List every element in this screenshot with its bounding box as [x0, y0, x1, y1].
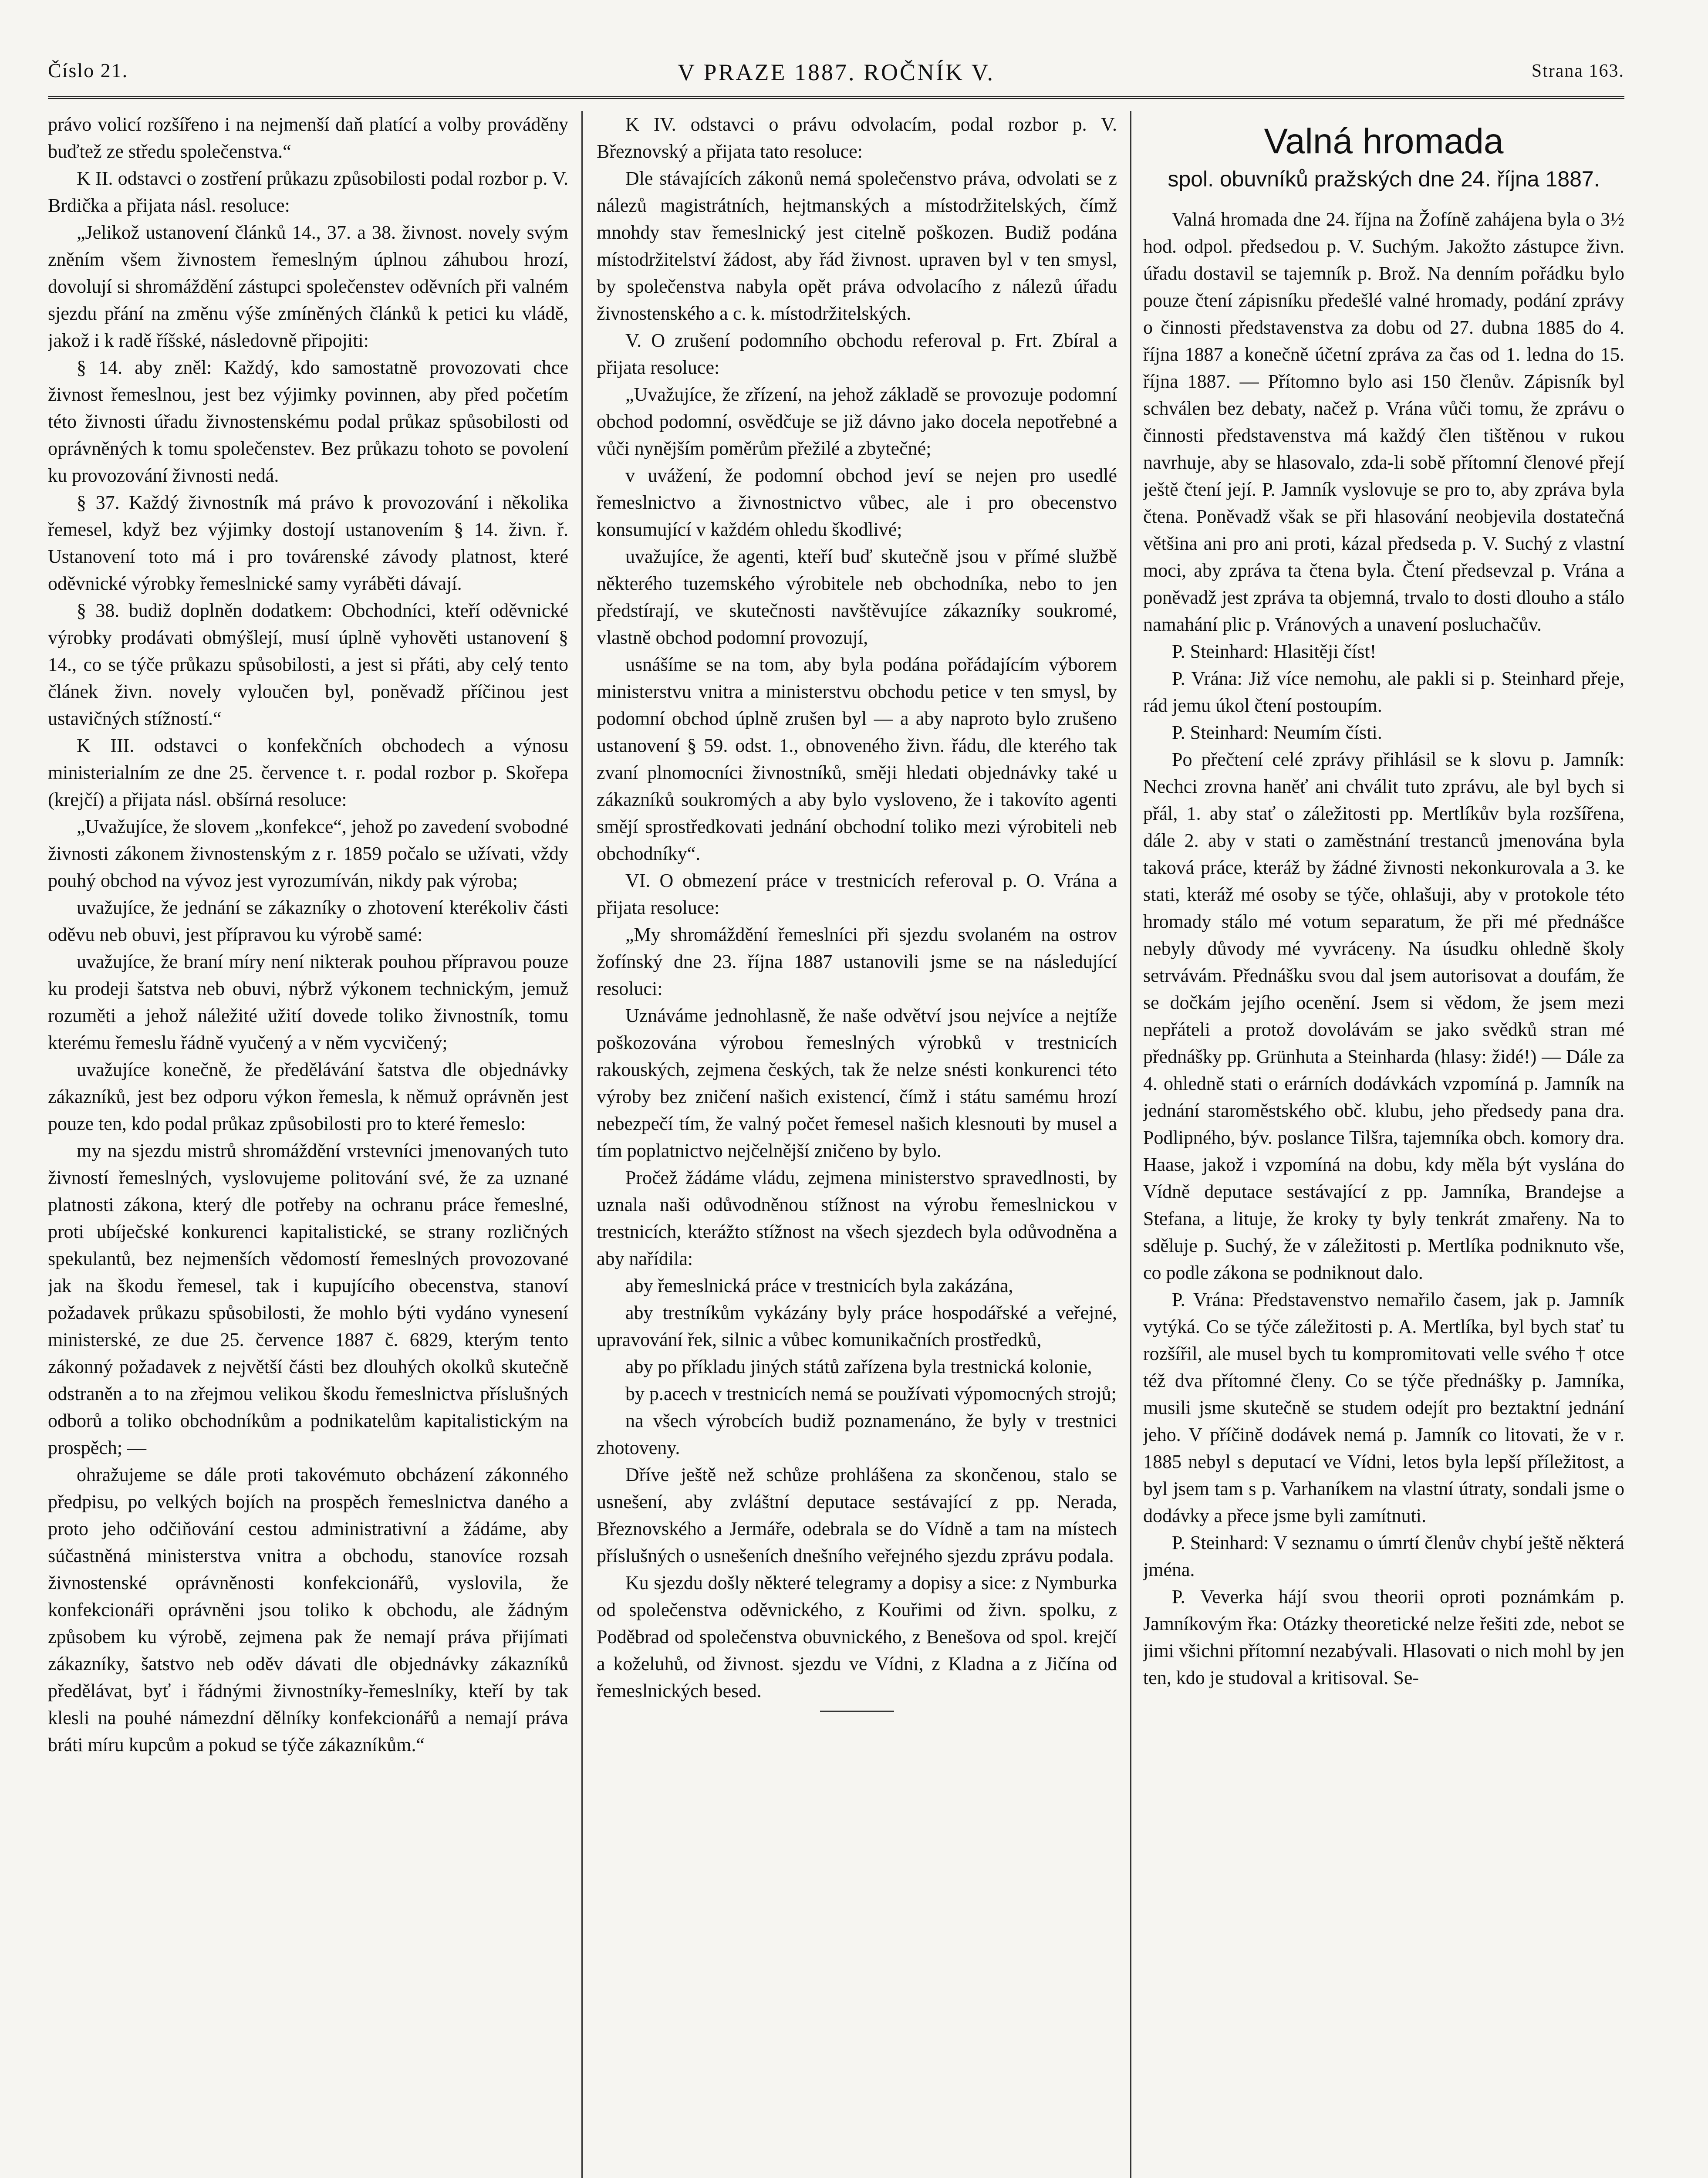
paragraph: na všech výrobcích budiž poznamenáno, že byly v trestnici zhotoveny. — [597, 1410, 1117, 1458]
section-end-rule — [820, 1711, 894, 1712]
paragraph: K IV. odstavci o právu odvolacím, podal rozbor p. V. Březnovský a přijata tato resoluce: — [597, 114, 1117, 162]
paragraph: P. Steinhard: V seznamu o úmrtí členův chybí ještě některá jména. — [1143, 1532, 1624, 1580]
paragraph: právo volicí rozšířeno i na nejmenší daň platící a volby prováděny buďtež ze středu společenstva.“ — [48, 114, 568, 162]
paragraph: aby trestníkům vykázány byly práce hospodářské a veřejné, upravování řek, silnic a vůbec komunikačních prostředků, — [597, 1302, 1117, 1350]
paragraph: K II. odstavci o zostření průkazu způsobilosti podal rozbor p. V. Brdička a přijata násl. resoluce: — [48, 168, 568, 216]
column-2 — [597, 111, 1117, 2178]
paragraph: my na sjezdu mistrů shromáždění vrstevníci jmenovaných tuto živností řemeslných, vyslovujeme politování své, že za uznané platnosti zákona, který dle potřeby na ochranu práce řemeslné, proti ubíječské konkurenci kapitalistické, se strany rozličných spekulantů, bez nejmenších vědomostí řemeslných provozované jak na škodu řemesel, tak i kupujícího obecenstva, stanoví požadavek průkazu spůsobilosti, že mohlo býti vydáno vynesení ministerské, ze due 25. července 1887 č. 6829, kterým tento zákonný požadavek z největší části bez dlouhých okolků skutečně odstraněn a to na zřejmou velikou škodu řemeslnictva příslušných odborů a toliko obchodníkům a podnikatelům kapitalistickým na prospěch; — — [48, 1140, 568, 1458]
place-year-volume: V PRAZE 1887. ROČNÍK V. — [677, 59, 995, 85]
paragraph: Dle stávajících zákonů nemá společenstvo práva, odvolati se z nálezů magistrátních, hejtmanských a místodržitelských, čímž mnohdy stav řemeslnický jest citelně poškozen. Budiž podána místodržitelství žádost, aby řád živnost. upraven byl v ten smysl, by společenstva nabyla opět práva odvolacího z nálezů úřadu živnostenského a c. k. místodržitelských. — [597, 168, 1117, 324]
paragraph: aby řemeslnická práce v trestnicích byla zakázána, — [625, 1275, 1013, 1296]
paragraph: usnášíme se na tom, aby byla podána pořádajícím výborem ministerstvu vnitra a ministerstvu obchodu petice v ten smysl, by podomní obchod úplně zrušen byl — a aby naproto bylo zrušeno ustanovení § 59. odst. 1., obnoveného živn. řádu, dle kterého tak zvaní plnomocníci živnostníků, směji hledati objednávky také u zákazníků soukromých a aby bylo vysloveno, že i takovíto agenti smějí sprostředkovati jednání obchodní toliko mezi výrobiteli neb obchodníky“. — [597, 654, 1117, 864]
paragraph: uvažujíce konečně, že předělávání šatstva dle objednávky zákazníků, jest bez odporu výkon řemesla, k němuž oprávněn jest pouze ten, kdo podal průkaz způsobilosti pro to které řemeslo: — [48, 1059, 568, 1134]
paragraph: Po přečtení celé zprávy přihlásil se k slovu p. Jamník: Nechci zrovna haněť ani chválit tuto zprávu, ale byl bych si přál, 1. aby stať o záležitosti pp. Mertlíkův byla rozšířena, dále 2. aby v stati o zaměstnání trestanců jmenována byla taková práce, kteráž by žádné živnosti nekonkurovala a 3. ke stati, kteráž mé osoby se týče, ohlašuji, aby v protokole této hromady stálo mé votum separatum, že při mé přednášce nebyly důvody mé vyvráceny. Na úsudku ohledně školy setrvávám. Přednášku svou dal jsem autorisovat a doufám, že se dočkám jejího ocenění. Jsem si vědom, že jsem mezi nepřáteli a protož dovolávám se jako svědků stran mé přednášky pp. Grünhuta a Steinharda (hlasy: židé!) — Dále za 4. ohledně stati o erárních dodávkách vzpomíná p. Jamník na jednání staroměstského obč. klubu, jeho předsedy pana dra. Podlipného, býv. poslance Tilšra, tajemníka obch. komory dra. Haase, jakož i vzpomíná na dobu, kdy měla být vyslána do Vídně deputace sestávající z pp. Jamníka, Brandejse a Stefana, a lituje, že kroky ty byly tenkrát zmařeny. Na to sděluje p. Suchý, že v záležitosti p. Mertlíka podniknuto vše, co podle zákona se podniknout dalo. — [1143, 749, 1624, 1283]
paragraph: § 14. aby zněl: Každý, kdo samostatně provozovati chce živnost řemeslnou, jest bez výjimky povinnen, aby před početím této živnosti úřadu živnostenskému podal průkaz spůsobilosti od oprávněných k tomu společenstev. Bez průkazu tohoto se povolení ku provozování živnosti nedá. — [48, 357, 568, 486]
column-3 — [1143, 111, 1624, 2178]
paragraph: K III. odstavci o konfekčních obchodech a výnosu ministerialním ze dne 25. července t. r. podal rozbor p. Skořepa (krejčí) a přijata násl. obšírná resoluce: — [48, 735, 568, 810]
column-divider — [581, 111, 583, 2178]
paragraph: P. Steinhard: Hlasitěji číst! — [1172, 641, 1377, 662]
paragraph: „Uvažujíce, že zřízení, na jehož základě se provozuje podomní obchod podomní, osvědčuje se již dávno jako docela nepotřebné a vůči nynějším poměrům přežilé a zbytečné; — [597, 384, 1117, 459]
header-rule — [48, 96, 1624, 99]
article-title: Valná hromada — [1264, 122, 1504, 161]
paragraph: P. Veverka hájí svou theorii oproti poznámkám p. Jamníkovým řka: Otázky theoretické nelze řešiti zde, nebot se jimi všichni přítomní nezabývali. Hlasovati o nich mohl by jen ten, kdo je studoval a kritisoval. Se- — [1143, 1586, 1624, 1688]
paragraph: P. Vrána: Již více nemohu, ale pakli si p. Steinhard přeje, rád jemu úkol čtení postoupím. — [1143, 668, 1624, 716]
page-number: Strana 163. — [1531, 61, 1624, 81]
paragraph: uvažujíce, že braní míry není nikterak pouhou přípravou pouze ku prodeji šatstva neb obuvi, nýbrž výkonem technickým, jemuž rozuměti a jehož náležité užití dovede toliko živnostník, tomu kterému řemeslu řádně vyučený a v něm vycvičený; — [48, 951, 568, 1053]
paragraph: v uvážení, že podomní obchod jeví se nejen pro usedlé řemeslnictvo a živnostnictvo vůbec, ale i pro obecenstvo konsumující v každém ohledu škodlivé; — [597, 465, 1117, 540]
paragraph: „Jelikož ustanovení článků 14., 37. a 38. živnost. novely svým zněním všem živnostem řemeslným úplnou záhubou hrozí, dovolují si shromáždění zástupci společenstev oděvních při valném sjezdu přání na změnu výše zmíněných článků k petici ku vládě, jakož i k radě říšské, následovně připojiti: — [48, 222, 568, 351]
paragraph: Pročež žádáme vládu, zejmena ministerstvo spravedlnosti, by uznala naši odůvodněnou stížnost na výrobu řemeslnickou v trestnicích, kterážto stížnost na všech sjezdech byla odůvodněna a aby nařídila: — [597, 1167, 1117, 1269]
paragraph: P. Steinhard: Neumím čísti. — [1172, 722, 1382, 743]
column-1 — [48, 111, 568, 2178]
page-header — [48, 54, 1624, 89]
paragraph: ohražujeme se dále proti takovémuto obcházení zákonného předpisu, po velkých bojích na prospěch řemeslnictva daného a proto jeho odčiňování cestou administrativní a žádáme, aby súčastněná ministerstva vnitra a obchodu, stanovíce rozsah živnostenské oprávněnosti konfekcionářů, vyslovila, že konfekcionáři oprávněni jsou toliko k obchodu, ale žádným způsobem ku výrobě, zejmena pak že nemají práva přijímati zákazníky, šatstvo neb oděv dávati dle objednávky zákazníků předělávat, byť i řádnými živnostníky-řemeslníky, kteří by tak klesli na pouhé námezdní dělníky konfekcionářů a nemají práva bráti míru kupcům a pokud se týče zákazníkům.“ — [48, 1464, 568, 1755]
paragraph: VI. O obmezení práce v trestnicích referoval p. O. Vrána a přijata resoluce: — [597, 870, 1117, 918]
paragraph: uvažujíce, že agenti, kteří buď skutečně jsou v přímé službě některého tuzemského výrobitele neb obchodníka, nebo to jen předstírají, ve skutečnosti navštěvujíce zákazníky soukromé, vlastně obchod podomní provozují, — [597, 546, 1117, 648]
column-divider — [1130, 111, 1131, 2178]
paragraph: Valná hromada dne 24. října na Žofíně zahájena byla o 3½ hod. odpol. předsedou p. V. Suchým. Jakožto zástupce živn. úřadu dostavil se tajemník p. Brož. Na denním pořádku bylo pouze čtení zápisníku předešlé valné hromady, podání zprávy o činnosti představenstva za dobu od 27. dubna 1885 do 4. října 1887 a konečně účetní zpráva za čas od 1. ledna do 15. října 1887. — Přítomno bylo asi 150 členův. Zápisník byl schválen bez debaty, načež p. Vrána vůči tomu, že zprávu o činnosti představenstva má každý člen tištěnou v rukou navrhuje, aby se hlasovalo, zda-li sobě přítomní členové přejí ještě čtení její. P. Jamník vyslovuje se pro to, aby zpráva byla čtena. Poněvadž však se při hlasování neobjevila dostatečná většina ani pro ani proti, kázal předseda p. V. Suchý z vlastní moci, aby zpráva ta čtena byla. Čtení předsevzal p. Vrána a poněvadž jest zpráva ta objemná, trvalo to dosti dlouho a stálo namahání plic p. Vránových a unavení posluchačův. — [1143, 209, 1624, 635]
paragraph: Uznáváme jednohlasně, že naše odvětví jsou nejvíce a nejtíže poškozována výrobou řemeslných výrobků v trestnicích rakouských, zejmena českých, tak že nelze snésti konkurenci této výroby bez zničení našich existencí, čímž i státu samému hrozí nebezpečí tím, že valný počet řemesel našich klesnouti by musel a tím poplatnictvo nejčelnější zničeno by bylo. — [597, 1005, 1117, 1161]
paragraph: Dříve ještě než schůze prohlášena za skončenou, stalo se usnešení, aby zvláštní deputace sestávající z pp. Nerada, Březnovského a Jermáře, odebrala se do Vídně a tam na místech příslušných o usnešeních dnešního veřejného sjezdu zprávu podala. — [597, 1464, 1117, 1566]
paragraph: „My shromáždění řemeslníci při sjezdu svolaném na ostrov žofínský dne 23. října 1887 ustanovili jsme se na následující resoluci: — [597, 924, 1117, 999]
paragraph: V. O zrušení podomního obchodu referoval p. Frt. Zbíral a přijata resoluce: — [597, 330, 1117, 378]
paragraph: by p.acech v trestnicích nemá se používati výpomocných strojů; — [625, 1383, 1117, 1404]
paragraph: § 38. budiž doplněn dodatkem: Obchodníci, kteří oděvnické výrobky prodávati obmýšlejí, musí úplně vyhověti ustanovení § 14., co se týče průkazu spůsobilosti, a jest si přáti, aby celý tento článek živn. novely vyloučen byl, poněvadž příčinou jest ustavičných stížností.“ — [48, 600, 568, 729]
paragraph: uvažujíce, že jednání se zákazníky o zhotovení kterékoliv části oděvu neb obuvi, jest přípravou ku výrobě samé: — [48, 897, 568, 945]
paragraph: Ku sjezdu došly některé telegramy a dopisy a sice: z Nymburka od společenstva oděvnického, z Kouřimi od živn. spolku, z Poděbrad od společenstva obuvnického, z Benešova od spol. krejčí a koželuhů, od živnost. sjezdu ve Vídni, z Kladna a z Jičína od řemeslnických besed. — [597, 1572, 1117, 1701]
paragraph: „Uvažujíce, že slovem „konfekce“, jehož po zavedení svobodné živnosti zákonem živnostenským z r. 1859 počalo se užívati, vždy pouhý obchod na vývoz jest vyrozumíván, nikdy pak výroba; — [48, 816, 568, 891]
paragraph: § 37. Každý živnostník má právo k provozování i několika řemesel, když bez výjimky dostojí ustanovením § 14. živn. ř. Ustanovení toto má i pro továrenské závody platnost, které oděvnické výrobky řemeslnické samy vyráběti dávají. — [48, 492, 568, 594]
paragraph: P. Vrána: Představenstvo nemařilo časem, jak p. Jamník vytýká. Co se týče záležitosti p. A. Mertlíka, byl bych stať tu rozšířil, ale musel bych tu kompromitovati velle svého † otce též dva přítomné členy. Co se týče přednášky p. Jamníka, musili jsme skutečně se studem odejít pro beztaktní jednání jeho. V příčině dodávek nemá p. Jamník co litovati, že v r. 1885 nebyl s deputací ve Vídni, letos byla lepší příležitost, a byl jsem tam s p. Varhaníkem na vlastní útraty, sondali jsme o dodávky a přece jsme byli zamítnuti. — [1143, 1289, 1624, 1526]
paragraph: aby po příkladu jiných států zařízena byla trestnická kolonie, — [625, 1356, 1092, 1377]
article-subtitle: spol. obuvníků pražských dne 24. října 1887. — [1168, 167, 1600, 191]
issue-number: Číslo 21. — [48, 59, 128, 81]
